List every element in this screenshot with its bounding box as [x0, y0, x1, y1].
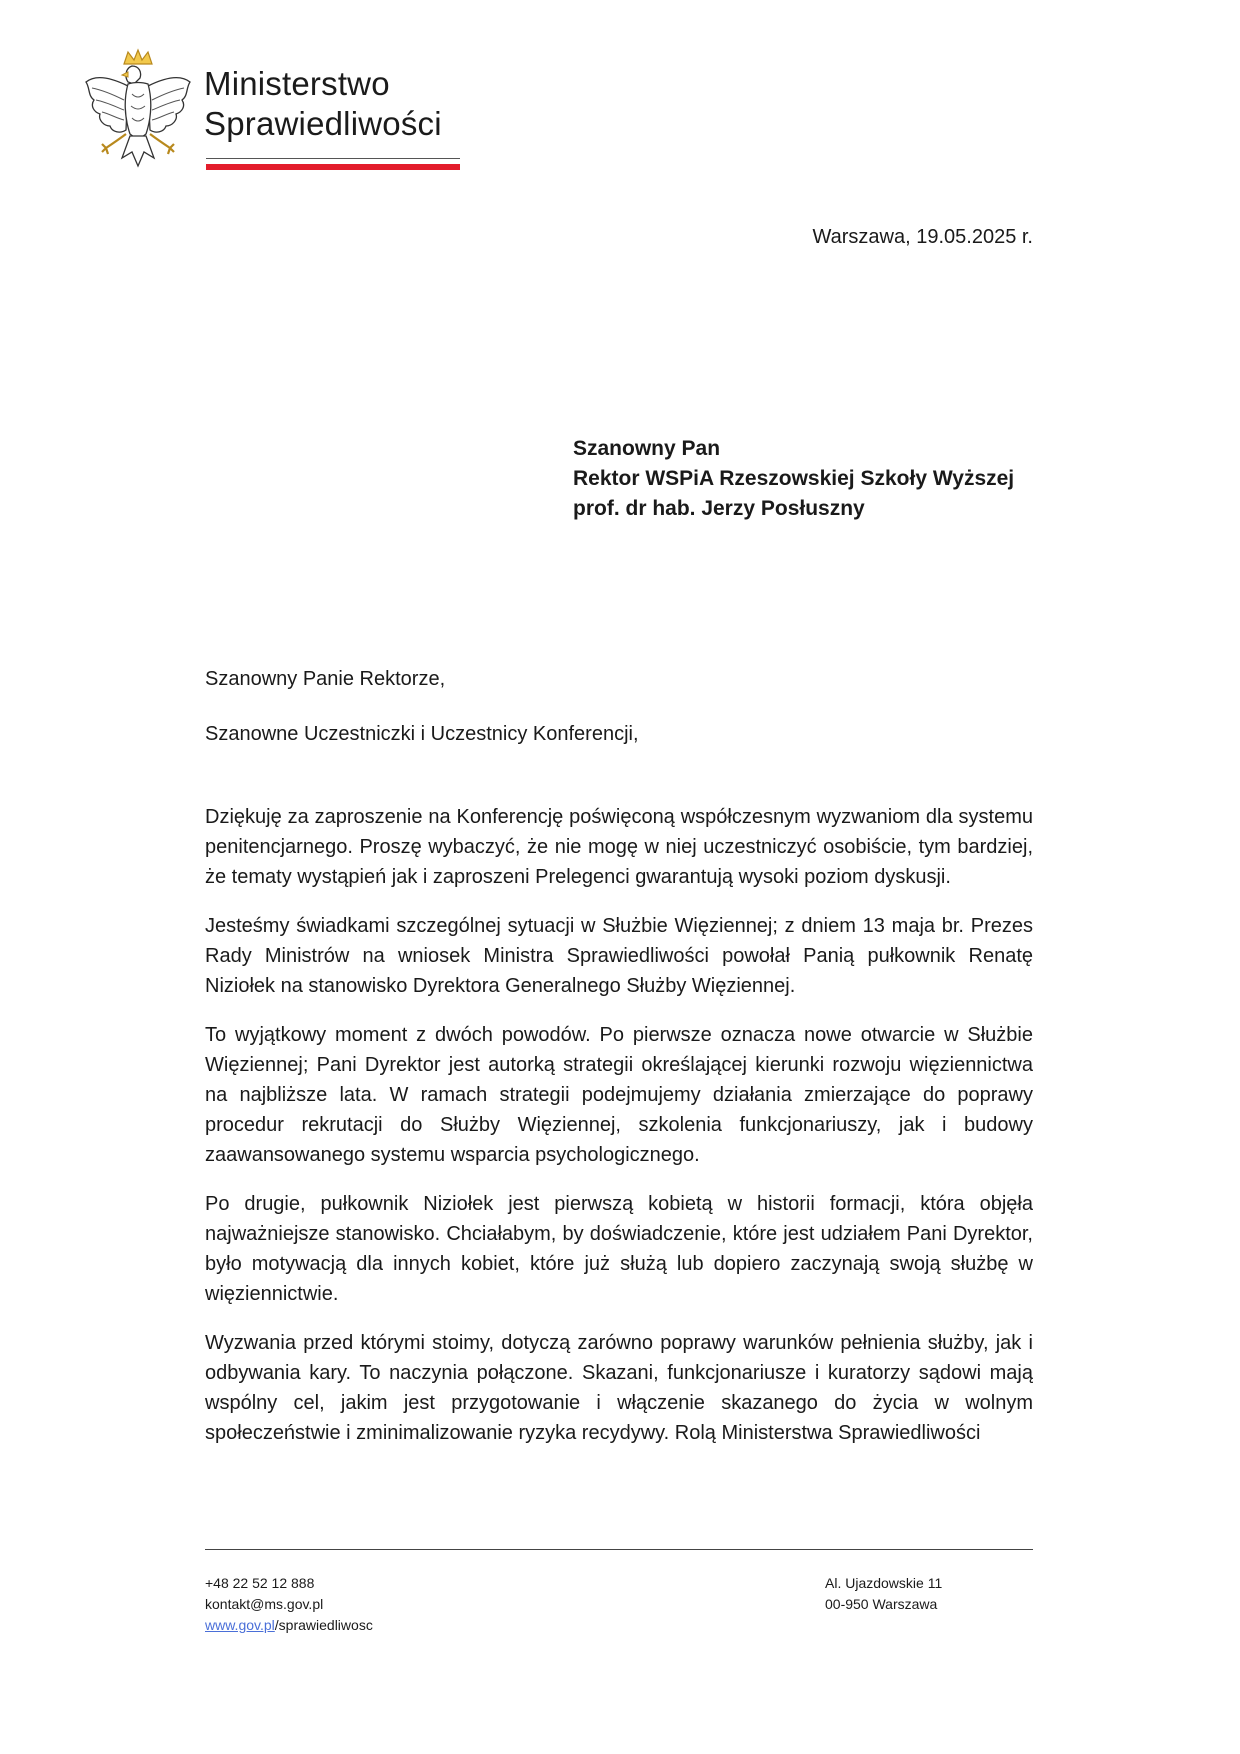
footer-contact	[205, 1573, 373, 1636]
footer-website-link[interactable]: www.gov.pl	[205, 1617, 275, 1633]
footer-address	[825, 1573, 942, 1615]
body-paragraph: Po drugie, pułkownik Niziołek jest pierwszą kobietą w historii formacji, która objęła najważniejsze stanowisko. Chciałabym, by doświadczenie, które jest udziałem Pani Dyrektor, było motywacją dla innych kobiet, które już służą lub dopiero zaczynają swoją służbę w więziennictwie.	[205, 1193, 1033, 1305]
letterhead-thin-rule	[206, 158, 460, 159]
body-paragraph: Jesteśmy świadkami szczególnej sytuacji w Służbie Więziennej; z dniem 13 maja br. Prezes Rady Ministrów na wniosek Ministra Sprawiedliwości powołał Panią pułkownik Renatę Niziołek na stanowisko Dyrektora Generalnego Służby Więziennej.	[205, 915, 1033, 997]
footer-street: Al. Ujazdowskie 11	[825, 1575, 943, 1591]
body-paragraph: Wyzwania przed którymi stoimy, dotyczą zarówno poprawy warunków pełnienia służby, jak i odbywania kary. To naczynia połączone. Skazani, funkcjonariusze i kuratorzy sądowi mają wspólny cel, jakim jest przygotowanie i włączenie skazanego do życia w wolnym społeczeństwie i zminimalizowanie ryzyka recydywy. Rolą Ministerstwa Sprawiedliwości	[205, 1332, 1033, 1444]
addressee-line: Rektor WSPiA Rzeszowskiej Szkoły Wyższej	[573, 467, 1015, 490]
addressee-line: prof. dr hab. Jerzy Posłuszny	[573, 497, 865, 520]
footer-city: 00-950 Warszawa	[825, 1596, 938, 1612]
ministry-name	[204, 64, 442, 144]
footer-rule	[205, 1549, 1033, 1550]
salutation-block	[205, 664, 639, 774]
addressee-block	[573, 434, 1014, 524]
ministry-name-line2: Sprawiedliwości	[204, 105, 442, 142]
footer-website	[205, 1615, 373, 1636]
footer-email: kontakt@ms.gov.pl	[205, 1596, 324, 1612]
letterhead-red-rule	[206, 164, 460, 170]
salutation-line: Szanowne Uczestniczki i Uczestnicy Konferencji,	[205, 723, 639, 745]
addressee-line: Szanowny Pan	[573, 437, 721, 460]
footer-phone: +48 22 52 12 888	[205, 1575, 315, 1591]
white-eagle-emblem-icon	[82, 48, 194, 174]
letter-body	[205, 802, 1033, 1467]
salutation-line: Szanowny Panie Rektorze,	[205, 668, 446, 690]
body-paragraph: Dziękuję za zaproszenie na Konferencję poświęconą współczesnym wyzwaniom dla systemu penitencjarnego. Proszę wybaczyć, że nie mogę w niej uczestniczyć osobiście, tym bardziej, że tematy wystąpień jak i zaproszeni Prelegenci gwarantują wysoki poziom dyskusji.	[205, 806, 1033, 888]
letterhead	[82, 48, 472, 178]
body-paragraph: To wyjątkowy moment z dwóch powodów. Po pierwsze oznacza nowe otwarcie w Służbie Więziennej; Pani Dyrektor jest autorką strategii określającej kierunki rozwoju więziennictwa na najbliższe lata. W ramach strategii podejmujemy działania zmierzające do poprawy procedur rekrutacji do Służby Więziennej, szkolenia funkcjonariuszy, jak i budowy zaawansowanego systemu wsparcia psychologicznego.	[205, 1024, 1033, 1166]
ministry-name-line1: Ministerstwo	[204, 65, 390, 102]
footer-website-path: /sprawiedliwosc	[274, 1617, 373, 1633]
letter-date: Warszawa, 19.05.2025 r.	[812, 226, 1033, 248]
